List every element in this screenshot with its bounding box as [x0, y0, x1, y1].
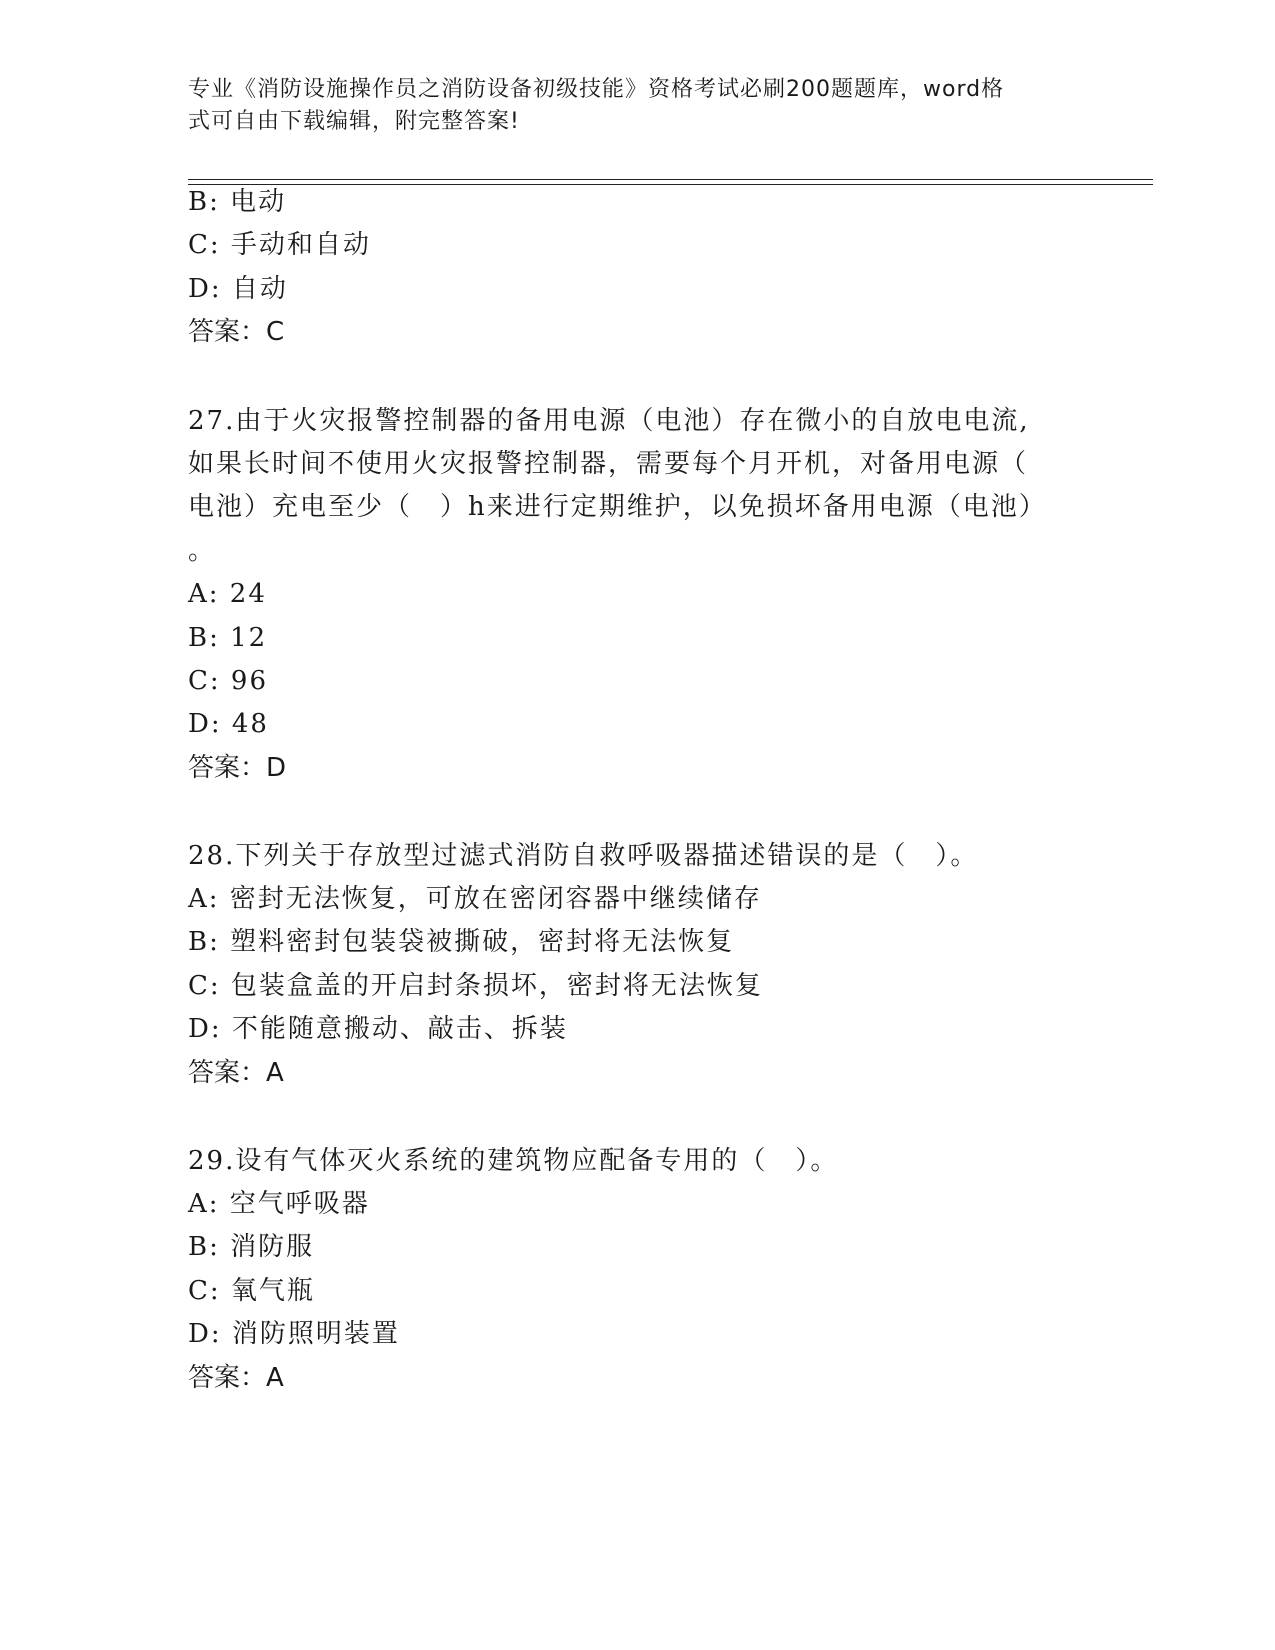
q28-option-a: A: 密封无法恢复，可放在密闭容器中继续储存	[188, 884, 762, 914]
q27-option-d: D: 48	[188, 709, 269, 739]
q27-stem-line-1: 27.由于火灾报警控制器的备用电源（电池）存在微小的自放电电流,	[188, 406, 1030, 436]
q27-option-c: C: 96	[188, 666, 269, 696]
q28-option-c: C: 包装盒盖的开启封条损坏，密封将无法恢复	[188, 971, 763, 1001]
header-divider-top	[188, 179, 1153, 180]
q28-stem-line-1: 28.下列关于存放型过滤式消防自救呼吸器描述错误的是（ ）。	[188, 841, 979, 871]
q29-option-d: D: 消防照明装置	[188, 1319, 400, 1349]
q28-answer: 答案：A	[188, 1058, 284, 1088]
q29-option-a: A: 空气呼吸器	[188, 1189, 370, 1219]
header-divider-bottom	[188, 184, 1153, 185]
prev-option-d: D: 自动	[188, 274, 288, 304]
q29-stem-line-1: 29.设有气体灭火系统的建筑物应配备专用的（ ）。	[188, 1146, 839, 1176]
q29-option-b: B: 消防服	[188, 1232, 315, 1262]
q27-stem-line-4: 。	[188, 536, 217, 566]
q27-answer: 答案：D	[188, 753, 287, 783]
q27-stem-line-3: 电池）充电至少（ ）h来进行定期维护，以免损坏备用电源（电池）	[188, 492, 1047, 522]
q29-option-c: C: 氧气瓶	[188, 1276, 315, 1306]
header-title-line-2: 式可自由下载编辑，附完整答案!	[188, 109, 520, 134]
header-title-line-1: 专业《消防设施操作员之消防设备初级技能》资格考试必刷200题题库，word格	[188, 77, 1005, 102]
q28-option-b: B: 塑料密封包装袋被撕破，密封将无法恢复	[188, 927, 735, 957]
document-header	[188, 74, 1068, 138]
q29-answer: 答案：A	[188, 1363, 284, 1393]
prev-option-c: C: 手动和自动	[188, 230, 371, 260]
q27-stem-line-2: 如果长时间不使用火灾报警控制器，需要每个月开机，对备用电源（	[188, 449, 1029, 479]
prev-answer: 答案：C	[188, 317, 285, 347]
q28-option-d: D: 不能随意搬动、敲击、拆装	[188, 1014, 568, 1044]
q27-option-a: A: 24	[188, 579, 267, 609]
prev-option-b: B: 电动	[188, 187, 287, 217]
q27-option-b: B: 12	[188, 623, 268, 653]
